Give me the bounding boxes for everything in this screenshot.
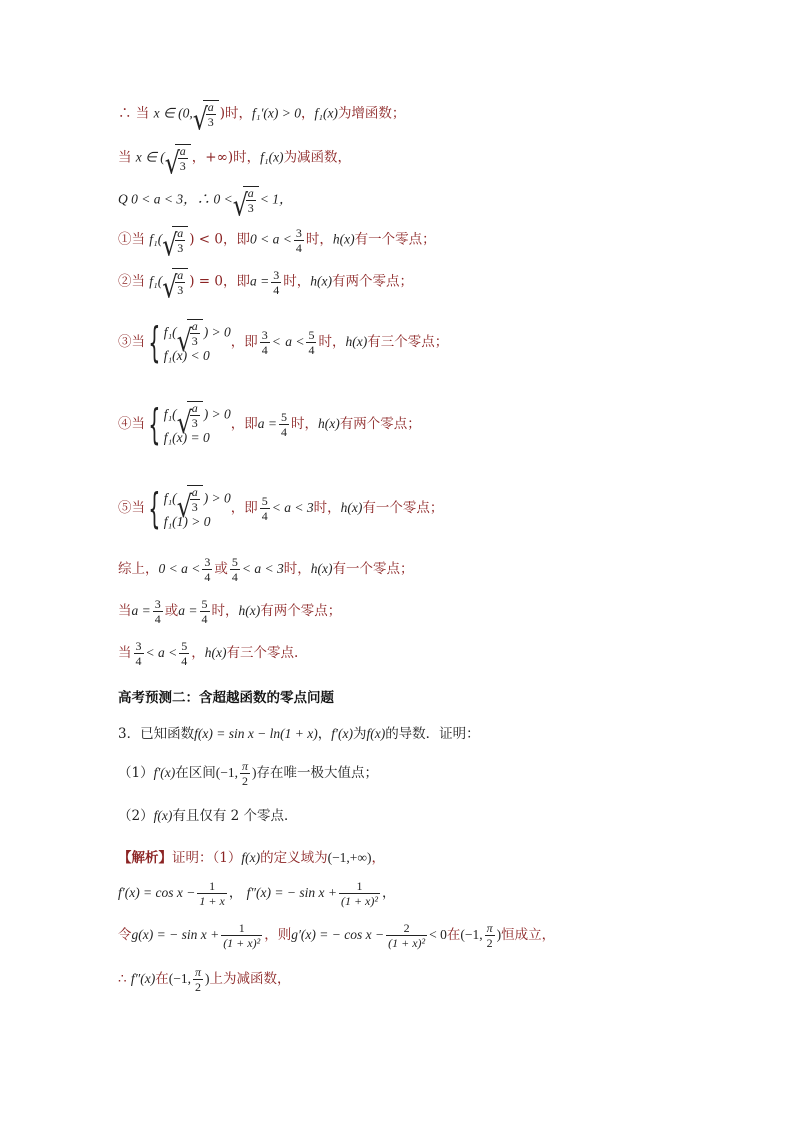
- frac-num: √ a: [177, 226, 184, 240]
- frac-den: 4: [135, 654, 142, 668]
- sqrt-a-over-3: [163, 268, 188, 296]
- case-marker: ⑤当: [118, 500, 145, 516]
- fraction-pi-2: [193, 966, 203, 993]
- summary-line-3: [118, 640, 298, 667]
- solution-derivatives: [118, 880, 395, 907]
- text: 有两个零点；: [260, 603, 342, 619]
- text: 为增函数；: [337, 105, 406, 122]
- sqrt-a-over-3: [178, 319, 203, 347]
- math-h: h(x): [310, 561, 333, 576]
- solution-intro: [118, 846, 385, 866]
- frac-den: 4: [281, 425, 288, 439]
- problem-stem: [118, 722, 480, 742]
- summary-line-2: [118, 598, 341, 625]
- math-interval: (−1,: [215, 765, 239, 780]
- solution-g-line: [118, 922, 555, 949]
- case-4-line: [118, 400, 421, 449]
- fraction-5-4: [179, 640, 189, 667]
- text: )时，: [219, 105, 252, 122]
- frac-den: 4: [308, 343, 315, 357]
- frac-den: 4: [261, 509, 268, 523]
- text: 当: [118, 149, 136, 166]
- text: 时，: [313, 500, 341, 516]
- frac-den: 4: [295, 240, 302, 255]
- text: 证明：（1）: [172, 850, 242, 866]
- frac-num: √ a: [177, 268, 184, 282]
- math-f1: f₁(: [149, 231, 163, 247]
- math-f1: f₁(x): [314, 105, 338, 121]
- frac-den: 3: [179, 159, 186, 173]
- math-second-derivative: f″(x): [130, 971, 156, 986]
- case-marker: ①当: [118, 231, 150, 248]
- math-inequality: < a <: [145, 645, 178, 660]
- frac-num: 3: [273, 267, 280, 282]
- sqrt-a-over-3: [194, 100, 219, 128]
- frac-den: 4: [204, 570, 211, 584]
- math-equation: a =: [131, 603, 151, 618]
- solution-tag: 【解析】: [118, 850, 172, 866]
- math-inequality: 0 < a <: [158, 561, 201, 576]
- text: 上为减函数，: [209, 971, 291, 987]
- section-heading: 高考预测二：含超越函数的零点问题: [118, 690, 334, 706]
- frac-den: 4: [273, 282, 280, 297]
- inequality-system: [164, 319, 231, 365]
- text: ，: [381, 885, 396, 901]
- math-inequality: < a < 3: [241, 561, 284, 576]
- frac-num: 3: [204, 555, 211, 569]
- fraction-1-over-1-plus-x-squared: [339, 880, 380, 907]
- math-h: h(x): [332, 231, 355, 247]
- text: 有且仅有 2 个零点．: [172, 808, 298, 824]
- math-inequality: ) > 0: [203, 490, 231, 506]
- math-h: h(x): [345, 334, 368, 349]
- text: ∴: [118, 971, 127, 987]
- text: 为: [352, 726, 367, 742]
- text: 时，: [318, 334, 346, 350]
- frac-den: 4: [181, 654, 188, 668]
- text: 在: [155, 971, 169, 987]
- text: 或: [214, 561, 228, 577]
- math-equation: a =: [250, 273, 270, 289]
- math-interval: (−1,: [168, 971, 191, 986]
- sqrt-a-over-3: [178, 485, 203, 513]
- text: ，则: [264, 927, 292, 943]
- math-f1: f₁(: [163, 324, 177, 340]
- sqrt-a-over-3: [163, 226, 188, 254]
- math-equation: a =: [178, 603, 198, 618]
- math-f1: f₁(: [149, 273, 163, 289]
- math-f1: f₁(x): [260, 149, 284, 165]
- text: 时，: [211, 603, 239, 619]
- text: 有一个零点；: [362, 500, 444, 516]
- text: 存在唯一极大值点；: [256, 765, 379, 781]
- text: 时，: [305, 231, 333, 248]
- problem-part-2: [118, 804, 298, 824]
- fraction-3-4: [202, 556, 212, 583]
- text: 恒成立，: [501, 927, 556, 943]
- frac-num: 3: [295, 225, 302, 240]
- math-second-derivative: f″(x) = − sin x +: [246, 885, 337, 900]
- text: 在区间: [175, 765, 216, 781]
- case-marker: ③当: [118, 334, 145, 350]
- text: 有一个零点；: [354, 231, 436, 248]
- text: ，即: [230, 500, 258, 516]
- math-f: f(x): [241, 850, 261, 865]
- frac-den: (1 + x)²: [388, 936, 426, 950]
- math-g: g(x) = − sin x +: [131, 927, 220, 942]
- math-condition: < 1，: [259, 191, 293, 207]
- frac-num: 5: [181, 639, 188, 653]
- problem-part-1: [118, 760, 378, 787]
- inequality-system: [164, 485, 231, 531]
- case-2-line: [118, 268, 413, 296]
- frac-num: √ a: [207, 100, 214, 114]
- text: 的导数．证明：: [385, 726, 480, 742]
- math-inequality: ) > 0: [203, 406, 231, 422]
- fraction-5-4: [306, 329, 316, 356]
- math-interval: ): [252, 765, 257, 780]
- text: 有两个零点；: [339, 416, 421, 432]
- text: ，即: [230, 416, 258, 432]
- fraction-3-4: [271, 269, 281, 296]
- math-h: h(x): [238, 603, 261, 618]
- left-brace: {: [148, 400, 161, 449]
- text: 为减函数，: [283, 149, 352, 166]
- math-domain: (−1,+∞): [327, 850, 372, 865]
- sqrt-a-over-3: [166, 144, 191, 172]
- frac-num: √ a: [179, 144, 186, 158]
- text: 的定义域为: [260, 850, 328, 866]
- frac-den: 3: [177, 283, 184, 297]
- frac-den: 4: [231, 570, 238, 584]
- part-number: （2）: [118, 808, 154, 824]
- text: 有三个零点.: [226, 645, 299, 661]
- frac-den: 2: [242, 774, 249, 788]
- text: ，: [228, 885, 243, 901]
- solution-line-1: [118, 100, 405, 128]
- math-inequality: f₁(x) < 0: [163, 348, 210, 364]
- frac-num: 5: [201, 597, 208, 611]
- text: ，即: [230, 334, 258, 350]
- math-derivative: f′(x): [331, 726, 353, 741]
- math-interval: ): [496, 927, 502, 942]
- fraction-5-4: [200, 598, 210, 625]
- frac-num: π: [194, 965, 201, 979]
- frac-den: 3: [191, 500, 198, 515]
- math-inequality: a <: [285, 334, 305, 349]
- frac-den: 1 + x: [199, 894, 225, 908]
- left-brace: {: [148, 318, 161, 367]
- text: 综上，: [118, 561, 159, 577]
- case-3-line: [118, 318, 448, 367]
- math-condition: Q 0 < a < 3，∴ 0 <: [118, 191, 233, 207]
- case-1-line: [118, 226, 436, 254]
- frac-den: 3: [191, 334, 198, 349]
- text: 在: [446, 927, 461, 943]
- frac-num: 1: [221, 922, 262, 936]
- part-number: （1）: [118, 765, 154, 781]
- fraction-3-4: [294, 227, 304, 254]
- text: 时，: [283, 561, 311, 577]
- math-derivative: f₁′(x) > 0: [252, 105, 301, 121]
- frac-den: 4: [261, 343, 268, 357]
- solution-line-3: [118, 186, 292, 214]
- solution-line-2: [118, 144, 351, 172]
- fraction-1-over-1-plus-x: [197, 880, 226, 907]
- frac-den: 2: [194, 980, 201, 994]
- case-marker: ②当: [118, 273, 150, 290]
- frac-num: √ a: [191, 401, 198, 416]
- frac-num: 3: [135, 639, 142, 653]
- frac-den: 3: [191, 416, 198, 431]
- frac-num: 1: [339, 880, 380, 894]
- frac-den: 3: [247, 201, 254, 215]
- math-f: f(x): [153, 808, 173, 823]
- frac-den: (1 + x)²: [340, 894, 378, 908]
- solution-conclusion: [118, 966, 291, 993]
- frac-num: 5: [231, 555, 238, 569]
- frac-num: 1: [197, 880, 226, 894]
- math-first-derivative: f′(x) = cos x −: [118, 885, 196, 900]
- text: 或: [164, 603, 179, 619]
- math-interval: x ∈ (: [135, 149, 165, 165]
- math-h: h(x): [340, 500, 363, 515]
- sqrt-a-over-3: [178, 401, 203, 429]
- text: 当: [118, 645, 132, 661]
- fraction-1-over-1-plus-x-squared: [221, 922, 262, 949]
- frac-den: 3: [177, 241, 184, 255]
- text: ，: [301, 105, 315, 122]
- text: 令: [118, 927, 132, 943]
- frac-num: √ a: [191, 319, 198, 334]
- text: ) = 0，即: [189, 273, 250, 290]
- math-inequality: ) > 0: [203, 324, 231, 340]
- math-inequality: 0 < a <: [250, 231, 292, 247]
- math-inequality: f₁(1) > 0: [163, 514, 211, 530]
- math-interval: (−1,: [460, 927, 483, 942]
- fraction-pi-2: [485, 922, 495, 949]
- frac-den: 4: [154, 612, 161, 626]
- fraction-3-4: [153, 598, 163, 625]
- frac-num: 2: [386, 922, 427, 936]
- math-equation: a =: [257, 416, 278, 431]
- fraction-3-4: [260, 329, 270, 356]
- summary-line-1: [118, 556, 413, 583]
- inequality-system: [164, 401, 231, 447]
- text: ，+∞)时，: [191, 149, 261, 166]
- text: 当: [118, 603, 132, 619]
- frac-num: 3: [154, 597, 161, 611]
- math-inequality: < 0: [429, 927, 447, 942]
- frac-num: √ a: [247, 186, 254, 200]
- frac-num: 3: [261, 328, 268, 342]
- frac-num: π: [486, 921, 493, 935]
- fraction-pi-2: [240, 760, 250, 787]
- math-equation: f₁(x) = 0: [163, 430, 210, 446]
- frac-num: 5: [261, 494, 268, 508]
- math-h: h(x): [318, 416, 340, 431]
- math-derivative: f′(x): [153, 765, 176, 780]
- frac-num: 5: [308, 328, 315, 342]
- case-marker: ④当: [118, 416, 145, 432]
- fraction-3-4: [134, 640, 144, 667]
- text: 3．已知函数: [118, 726, 195, 742]
- fraction-5-4: [279, 411, 289, 438]
- text: 有三个零点；: [367, 334, 449, 350]
- text: 时，: [291, 416, 319, 432]
- math-f1: f₁(: [163, 490, 177, 506]
- sqrt-a-over-3: [234, 186, 259, 214]
- math-g-derivative: g′(x) = − cos x −: [291, 927, 385, 942]
- text: ，: [317, 726, 332, 742]
- text: 有两个零点；: [331, 273, 413, 290]
- text: 有一个零点；: [332, 561, 414, 577]
- math-interval: x ∈ (0,: [153, 105, 193, 121]
- math-function-definition: f(x) = sin x − ln(1 + x): [194, 726, 318, 741]
- math-h: h(x): [310, 273, 332, 289]
- math-inequality: < a < 3: [271, 500, 314, 515]
- math-interval: ): [205, 971, 210, 986]
- text: ∴ 当: [118, 105, 154, 122]
- math-f: f(x): [366, 726, 386, 741]
- fraction-5-4: [260, 495, 270, 522]
- math-symbol: <: [271, 334, 281, 349]
- frac-num: √ a: [191, 485, 198, 500]
- fraction-2-over-1-plus-x-squared: [386, 922, 427, 949]
- frac-den: 2: [486, 936, 493, 950]
- text: ) < 0，即: [189, 231, 250, 248]
- frac-den: 4: [201, 612, 208, 626]
- text: ，: [371, 850, 386, 866]
- math-f1: f₁(: [163, 406, 177, 422]
- frac-num: 5: [281, 410, 288, 424]
- frac-den: 3: [207, 115, 214, 129]
- text: 时，: [283, 273, 311, 290]
- fraction-5-4: [230, 556, 240, 583]
- frac-num: π: [242, 759, 249, 773]
- math-h: h(x): [204, 645, 227, 660]
- case-5-line: [118, 484, 443, 533]
- left-brace: {: [148, 484, 161, 533]
- text: ，: [191, 645, 205, 661]
- frac-den: (1 + x)²: [223, 936, 261, 950]
